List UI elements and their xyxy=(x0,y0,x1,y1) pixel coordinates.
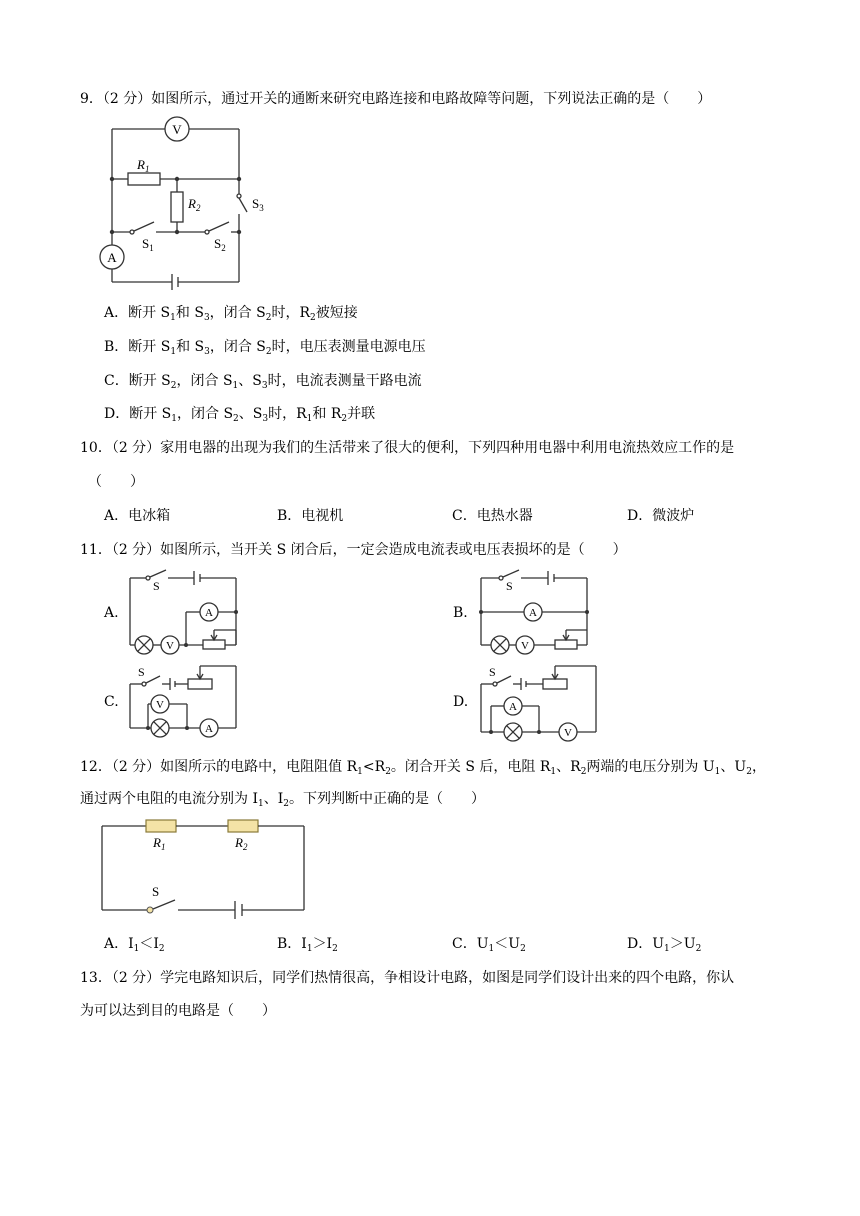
q9-stem: 9．（2 分）如图所示，通过开关的通断来研究电路连接和电路故障等问题，下列说法正确的是（ ） xyxy=(80,91,712,107)
svg-text:S: S xyxy=(506,579,513,593)
q12-r2-label: $R_2$ xyxy=(235,835,248,852)
q9-s3-label: $S_3$ xyxy=(252,196,264,213)
q9-r2-label: $R_2$ xyxy=(188,196,201,213)
q12-switch xyxy=(153,900,175,909)
svg-text:S: S xyxy=(153,579,160,593)
q10-stem-cont: （ ） xyxy=(88,474,144,490)
q12-option-c: C．$U_1<U_2$ xyxy=(452,936,526,954)
q9-option-c: C．断开 $S_2$，闭合 $S_1$、$S_3$时，电流表测量干路电流 xyxy=(104,373,422,391)
q9-s2-label: $S_2$ xyxy=(214,236,226,253)
q9-option-a: A．断开 $S_1$和 $S_3$，闭合 $S_2$时，$R_2$被短接 xyxy=(104,305,358,323)
svg-text:V: V xyxy=(564,727,572,739)
q11-label-d: D. xyxy=(453,694,469,710)
q9-option-d: D．断开 $S_1$，闭合 $S_2$、$S_3$时，$R_1$和 $R_2$并联 xyxy=(104,406,376,424)
q10-option-d: D．微波炉 xyxy=(627,508,695,524)
q9-option-b: B．断开 $S_1$和 $S_3$，闭合 $S_2$时，电压表测量电源电压 xyxy=(104,339,426,357)
q10-option-c: C．电热水器 xyxy=(452,508,533,524)
q9-r1-label: $R_1$ xyxy=(137,157,150,174)
svg-text:A: A xyxy=(529,607,537,619)
q11-label-b: B. xyxy=(453,605,468,621)
q10-option-a: A．电冰箱 xyxy=(104,508,171,524)
q13-stem-cont: 为可以达到目的电路是（ ） xyxy=(80,1003,276,1019)
svg-text:A: A xyxy=(205,607,213,619)
q13-stem: 13．（2 分）学完电路知识后，同学们热情很高，争相设计电路，如图是同学们设计出来的四个电路，你认 xyxy=(80,970,735,986)
q12-r1-label: $R_1$ xyxy=(153,835,166,852)
svg-text:S: S xyxy=(138,665,145,679)
q12-switch-label: S xyxy=(152,884,160,899)
q12-option-a: A．$I_1<I_2$ xyxy=(104,936,165,954)
q12-r2-resistor xyxy=(228,820,258,832)
q12-stem: 12．（2 分）如图所示的电路中，电阻阻值 $R_1<R_2$。闭合开关 S 后，电阻 $R_1$、$R_2$两端的电压分别为 $U_1$、$U_2$， xyxy=(80,759,766,777)
svg-text:A: A xyxy=(205,723,213,735)
q9-voltmeter-label: V xyxy=(172,122,182,137)
q11-stem: 11．（2 分）如图所示，当开关 S 闭合后，一定会造成电流表或电压表损坏的是（ ） xyxy=(80,542,627,558)
q12-r1-resistor xyxy=(146,820,176,832)
svg-text:V: V xyxy=(521,640,529,652)
svg-text:V: V xyxy=(156,699,164,711)
q12-option-b: B．$I_1>I_2$ xyxy=(277,936,338,954)
q10-stem: 10．（2 分）家用电器的出现为我们的生活带来了很大的便利，下列四种用电器中利用电流热效应工作的是 xyxy=(80,440,735,456)
q9-s1-label: $S_1$ xyxy=(142,236,154,253)
q11-label-a: A. xyxy=(104,605,119,621)
q12-option-d: D．$U_1>U_2$ xyxy=(627,936,702,954)
q10-option-b: B．电视机 xyxy=(277,508,344,524)
q12-stem-cont: 通过两个电阻的电流分别为 $I_1$、$I_2$。下列判断中正确的是（ ） xyxy=(80,791,485,809)
svg-text:A: A xyxy=(509,701,517,713)
q11-label-c: C. xyxy=(104,694,119,710)
q9-ammeter-label: A xyxy=(107,250,117,265)
svg-text:S: S xyxy=(489,665,496,679)
svg-text:V: V xyxy=(166,640,174,652)
